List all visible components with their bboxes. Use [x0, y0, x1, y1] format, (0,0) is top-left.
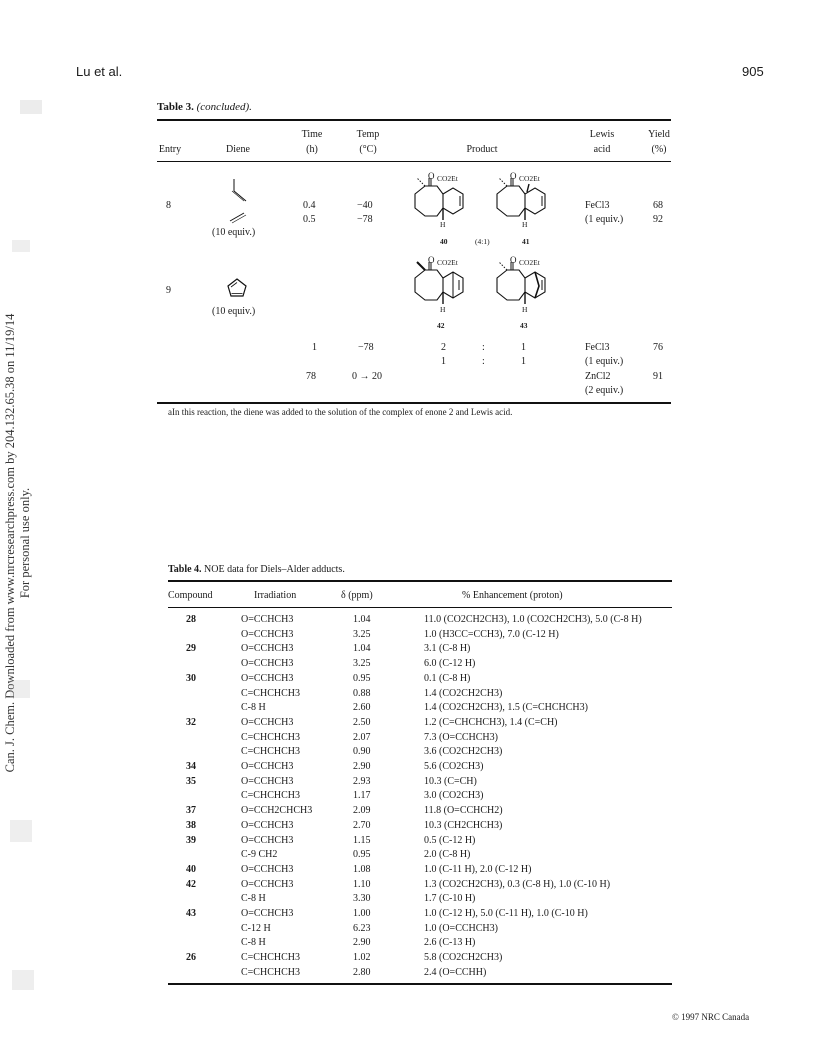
enhancement-cell: 0.5 (C-12 H) — [424, 834, 476, 846]
t3-ratio-row2-sep: : — [482, 356, 485, 367]
table-row — [0, 864, 813, 877]
compound-cell: 42 — [186, 878, 196, 890]
table-row — [0, 967, 813, 980]
delta-cell: 3.25 — [353, 628, 371, 640]
t3-ratio-row2-b: 1 — [521, 356, 526, 367]
table-row — [0, 658, 813, 671]
enhancement-cell: 5.8 (CO2CH2CH3) — [424, 952, 503, 964]
compound-cell: 37 — [186, 805, 196, 817]
enhancement-cell: 1.0 (C-12 H), 5.0 (C-11 H), 1.0 (C-10 H) — [424, 908, 588, 919]
enhancement-cell: 11.8 (O=CCHCH2) — [424, 805, 503, 817]
table-row — [0, 790, 813, 803]
s41-ester: CO2Et — [519, 174, 540, 183]
enhancement-cell: 3.1 (C-8 H) — [424, 643, 471, 655]
irradiation-cell: C-9 CH2 — [241, 849, 278, 861]
s41-h: H — [522, 220, 528, 229]
compound-cell: 40 — [186, 863, 196, 875]
delta-cell: 1.04 — [353, 614, 371, 625]
irradiation-cell: C=CHCHCH3 — [241, 966, 300, 978]
enhancement-cell: 10.3 (CH2CHCH3) — [424, 819, 503, 831]
enhancement-cell: 1.0 (O=CCHCH3) — [424, 922, 498, 934]
table4-caption: Table 4. NOE data for Diels–Alder adducts. — [168, 564, 345, 575]
compound-cell: 34 — [186, 761, 196, 772]
table-row — [0, 673, 813, 686]
enhancement-cell: 2.0 (C-8 H) — [424, 849, 471, 861]
s41-o: O — [510, 171, 517, 181]
enhancement-cell: 1.0 (C-11 H), 2.0 (C-12 H) — [424, 863, 532, 875]
irradiation-cell: O=CCHCH3 — [241, 878, 294, 890]
s43-h: H — [522, 305, 528, 314]
t3-entry9-diene-note: (10 equiv.) — [212, 306, 256, 317]
t3-entry9-row1-time: 1 — [312, 342, 317, 353]
enhancement-cell: 1.4 (CO2CH2CH3), 1.5 (C=CHCHCH3) — [424, 702, 588, 714]
t3-entry9-row2-temp: 0 → 20 — [352, 371, 382, 382]
compound-cell: 32 — [186, 716, 196, 728]
page-number: 905 — [742, 64, 764, 79]
enhancement-cell: 0.1 (C-8 H) — [424, 672, 471, 684]
delta-cell: 1.17 — [353, 790, 371, 802]
s40-ester: CO2Et — [437, 174, 458, 183]
irradiation-cell: C-8 H — [241, 937, 266, 949]
running-head-authors: Lu et al. — [76, 64, 123, 79]
irradiation-cell: C=CHCHCH3 — [241, 746, 300, 758]
compound-cell: 43 — [186, 908, 196, 919]
t3-entry9-row1-temp: −78 — [358, 342, 374, 353]
irradiation-cell: C=CHCHCH3 — [241, 952, 300, 964]
table-row — [0, 908, 813, 921]
enhancement-cell: 11.0 (CO2CH2CH3), 1.0 (CO2CH2CH3), 5.0 (C-8 H) — [424, 614, 642, 625]
table-row — [0, 835, 813, 848]
table4-top-rule — [168, 580, 672, 582]
table-row — [0, 717, 813, 730]
t4-header-irradiation: Irradiation — [254, 590, 297, 601]
t3-ratio-row1-a: 2 — [441, 342, 446, 353]
table-row — [0, 732, 813, 745]
enhancement-cell: 1.4 (CO2CH2CH3) — [424, 687, 503, 699]
t3-ratio-row2-a: 1 — [441, 356, 446, 367]
compound-cell: 35 — [186, 775, 196, 787]
t3-entry9-row1-yield: 76 — [653, 342, 663, 353]
irradiation-cell: O=CCHCH3 — [241, 614, 294, 625]
table-row — [0, 820, 813, 833]
table-row — [0, 746, 813, 759]
s42-label: 42 — [437, 321, 445, 330]
s42-ester: CO2Et — [437, 258, 458, 267]
delta-cell: 1.02 — [353, 952, 371, 964]
t3-header-lewis: Lewis acid — [589, 129, 615, 155]
table4-header-rule — [168, 607, 672, 608]
t3-entry8-temps: −40 −78 — [357, 200, 373, 225]
delta-cell: 3.25 — [353, 658, 371, 670]
t4-header-delta: δ (ppm) — [341, 590, 373, 601]
irradiation-cell: C=CHCHCH3 — [241, 731, 300, 743]
enhancement-cell: 6.0 (C-12 H) — [424, 658, 476, 670]
scan-noise — [12, 240, 30, 252]
delta-cell: 1.00 — [353, 908, 371, 919]
t3-header-diene: Diene — [226, 144, 250, 155]
enhancement-cell: 5.6 (CO2CH3) — [424, 761, 484, 772]
table-row — [0, 643, 813, 656]
compound-cell: 30 — [186, 672, 196, 684]
t3-header-entry: Entry — [158, 144, 182, 155]
delta-cell: 1.04 — [353, 643, 371, 655]
t3-entry9-row1-lewis: FeCl3 (1 equiv.) — [585, 342, 624, 367]
delta-cell: 2.93 — [353, 775, 371, 787]
scan-noise — [20, 100, 42, 114]
irradiation-cell: O=CCHCH3 — [241, 643, 294, 655]
irradiation-cell: O=CCH2CHCH3 — [241, 805, 313, 817]
enhancement-cell: 2.6 (C-13 H) — [424, 937, 476, 949]
copyright: © 1997 NRC Canada — [672, 1012, 750, 1022]
irradiation-cell: O=CCHCH3 — [241, 863, 294, 875]
table-row — [0, 614, 813, 627]
t3-entry8-times: 0.4 0.5 — [303, 200, 316, 225]
compound-cell: 28 — [186, 614, 196, 625]
t3-entry-9: 9 — [166, 285, 171, 296]
t3-entry9-row2-time: 78 — [306, 371, 316, 382]
t3-ratio-row1-b: 1 — [521, 342, 526, 353]
compound-cell: 29 — [186, 643, 196, 655]
table-row — [0, 805, 813, 818]
t3-entry9-row2-lewis: ZnCl2 (2 equiv.) — [585, 371, 624, 396]
table-row — [0, 937, 813, 950]
irradiation-cell: O=CCHCH3 — [241, 672, 294, 684]
table-row — [0, 629, 813, 642]
delta-cell: 2.07 — [353, 731, 371, 743]
s43-label: 43 — [520, 321, 528, 330]
t3-entry9-row2-yield: 91 — [653, 371, 663, 382]
enhancement-cell: 1.3 (CO2CH2CH3), 0.3 (C-8 H), 1.0 (C-10 H) — [424, 878, 611, 890]
s40-41-ratio: (4:1) — [475, 237, 490, 246]
table-row — [0, 849, 813, 862]
t3-ratio-row1-sep: : — [482, 342, 485, 353]
s40-label: 40 — [440, 237, 448, 246]
table3-header-rule — [157, 161, 671, 162]
t4-header-compound: Compound — [168, 590, 213, 601]
t3-header-temp: Temp (°C) — [356, 129, 380, 155]
table4-body — [0, 614, 813, 978]
irradiation-cell: O=CCHCH3 — [241, 628, 294, 640]
table3-bottom-rule — [157, 402, 671, 404]
delta-cell: 1.15 — [353, 834, 371, 846]
compound-cell: 26 — [186, 952, 196, 964]
enhancement-cell: 1.0 (H3CC=CCH3), 7.0 (C-12 H) — [424, 628, 559, 640]
delta-cell: 0.95 — [353, 672, 371, 684]
enhancement-cell: 7.3 (O=CCHCH3) — [424, 731, 498, 743]
s40-o: O — [428, 171, 435, 181]
irradiation-cell: O=CCHCH3 — [241, 775, 294, 787]
irradiation-cell: O=CCHCH3 — [241, 908, 294, 919]
delta-cell: 2.70 — [353, 819, 371, 831]
irradiation-cell: C=CHCHCH3 — [241, 687, 300, 699]
irradiation-cell: O=CCHCH3 — [241, 658, 294, 670]
table-row — [0, 761, 813, 774]
download-notice-line2: For personal use only. — [18, 487, 32, 599]
t3-header-product: Product — [466, 144, 498, 155]
t3-header-yield: Yield (%) — [648, 129, 670, 155]
table3-top-rule — [157, 119, 671, 121]
delta-cell: 1.10 — [353, 878, 371, 890]
enhancement-cell: 1.2 (C=CHCHCH3), 1.4 (C=CH) — [424, 716, 558, 728]
irradiation-cell: C-12 H — [241, 922, 271, 934]
s43-ester: CO2Et — [519, 258, 540, 267]
irradiation-cell: O=CCHCH3 — [241, 761, 294, 772]
delta-cell: 2.90 — [353, 937, 371, 949]
compound-cell: 39 — [186, 834, 196, 846]
table-row — [0, 923, 813, 936]
table4-bottom-rule — [168, 983, 672, 985]
delta-cell: 0.95 — [353, 849, 371, 861]
irradiation-cell: O=CCHCH3 — [241, 819, 294, 831]
enhancement-cell: 10.3 (C=CH) — [424, 775, 477, 787]
s41-label: 41 — [522, 237, 530, 246]
table-row — [0, 952, 813, 965]
enhancement-cell: 2.4 (O=CCHH) — [424, 966, 487, 978]
table-row — [0, 776, 813, 789]
t3-entry8-lewis: FeCl3 (1 equiv.) — [585, 200, 624, 225]
delta-cell: 2.60 — [353, 702, 371, 714]
enhancement-cell: 3.6 (CO2CH2CH3) — [424, 746, 503, 758]
download-notice-line1: Can. J. Chem. Downloaded from www.nrcresearchpress.com by 204.132.65.38 on 11/19/14 — [3, 313, 17, 773]
t3-entry8-yields: 68 92 — [653, 200, 663, 225]
delta-cell: 2.90 — [353, 761, 371, 772]
table-row — [0, 879, 813, 892]
table-row — [0, 702, 813, 715]
irradiation-cell: C-8 H — [241, 702, 266, 714]
table-row — [0, 893, 813, 906]
delta-cell: 2.09 — [353, 805, 371, 817]
s43-o: O — [510, 255, 517, 265]
irradiation-cell: C=CHCHCH3 — [241, 790, 300, 802]
irradiation-cell: O=CCHCH3 — [241, 716, 294, 728]
s42-o: O — [428, 255, 435, 265]
delta-cell: 2.50 — [353, 716, 371, 728]
irradiation-cell: C-8 H — [241, 893, 266, 905]
delta-cell: 0.88 — [353, 687, 371, 699]
diene-piperylene-structure — [224, 177, 250, 225]
diene-cyclopentadiene-structure — [225, 276, 249, 300]
delta-cell: 0.90 — [353, 746, 371, 758]
compound-cell: 38 — [186, 819, 196, 831]
table3-caption: Table 3. (concluded). — [157, 101, 252, 113]
t3-entry-8: 8 — [166, 200, 171, 211]
delta-cell: 6.23 — [353, 922, 371, 934]
enhancement-cell: 1.7 (C-10 H) — [424, 893, 476, 905]
t4-header-enhancement: % Enhancement (proton) — [462, 590, 563, 601]
enhancement-cell: 3.0 (CO2CH3) — [424, 790, 484, 802]
delta-cell: 3.30 — [353, 893, 371, 905]
t3-header-time: Time (h) — [301, 129, 323, 155]
s40-h: H — [440, 220, 446, 229]
t3-entry8-diene-note: (10 equiv.) — [212, 227, 256, 238]
delta-cell: 1.08 — [353, 863, 371, 875]
irradiation-cell: O=CCHCH3 — [241, 834, 294, 846]
delta-cell: 2.80 — [353, 966, 371, 978]
s42-h: H — [440, 305, 446, 314]
table3-footnote: aIn this reaction, the diene was added to the solution of the complex of enone 2 and Lewis acid. — [168, 407, 513, 417]
table-row — [0, 688, 813, 701]
